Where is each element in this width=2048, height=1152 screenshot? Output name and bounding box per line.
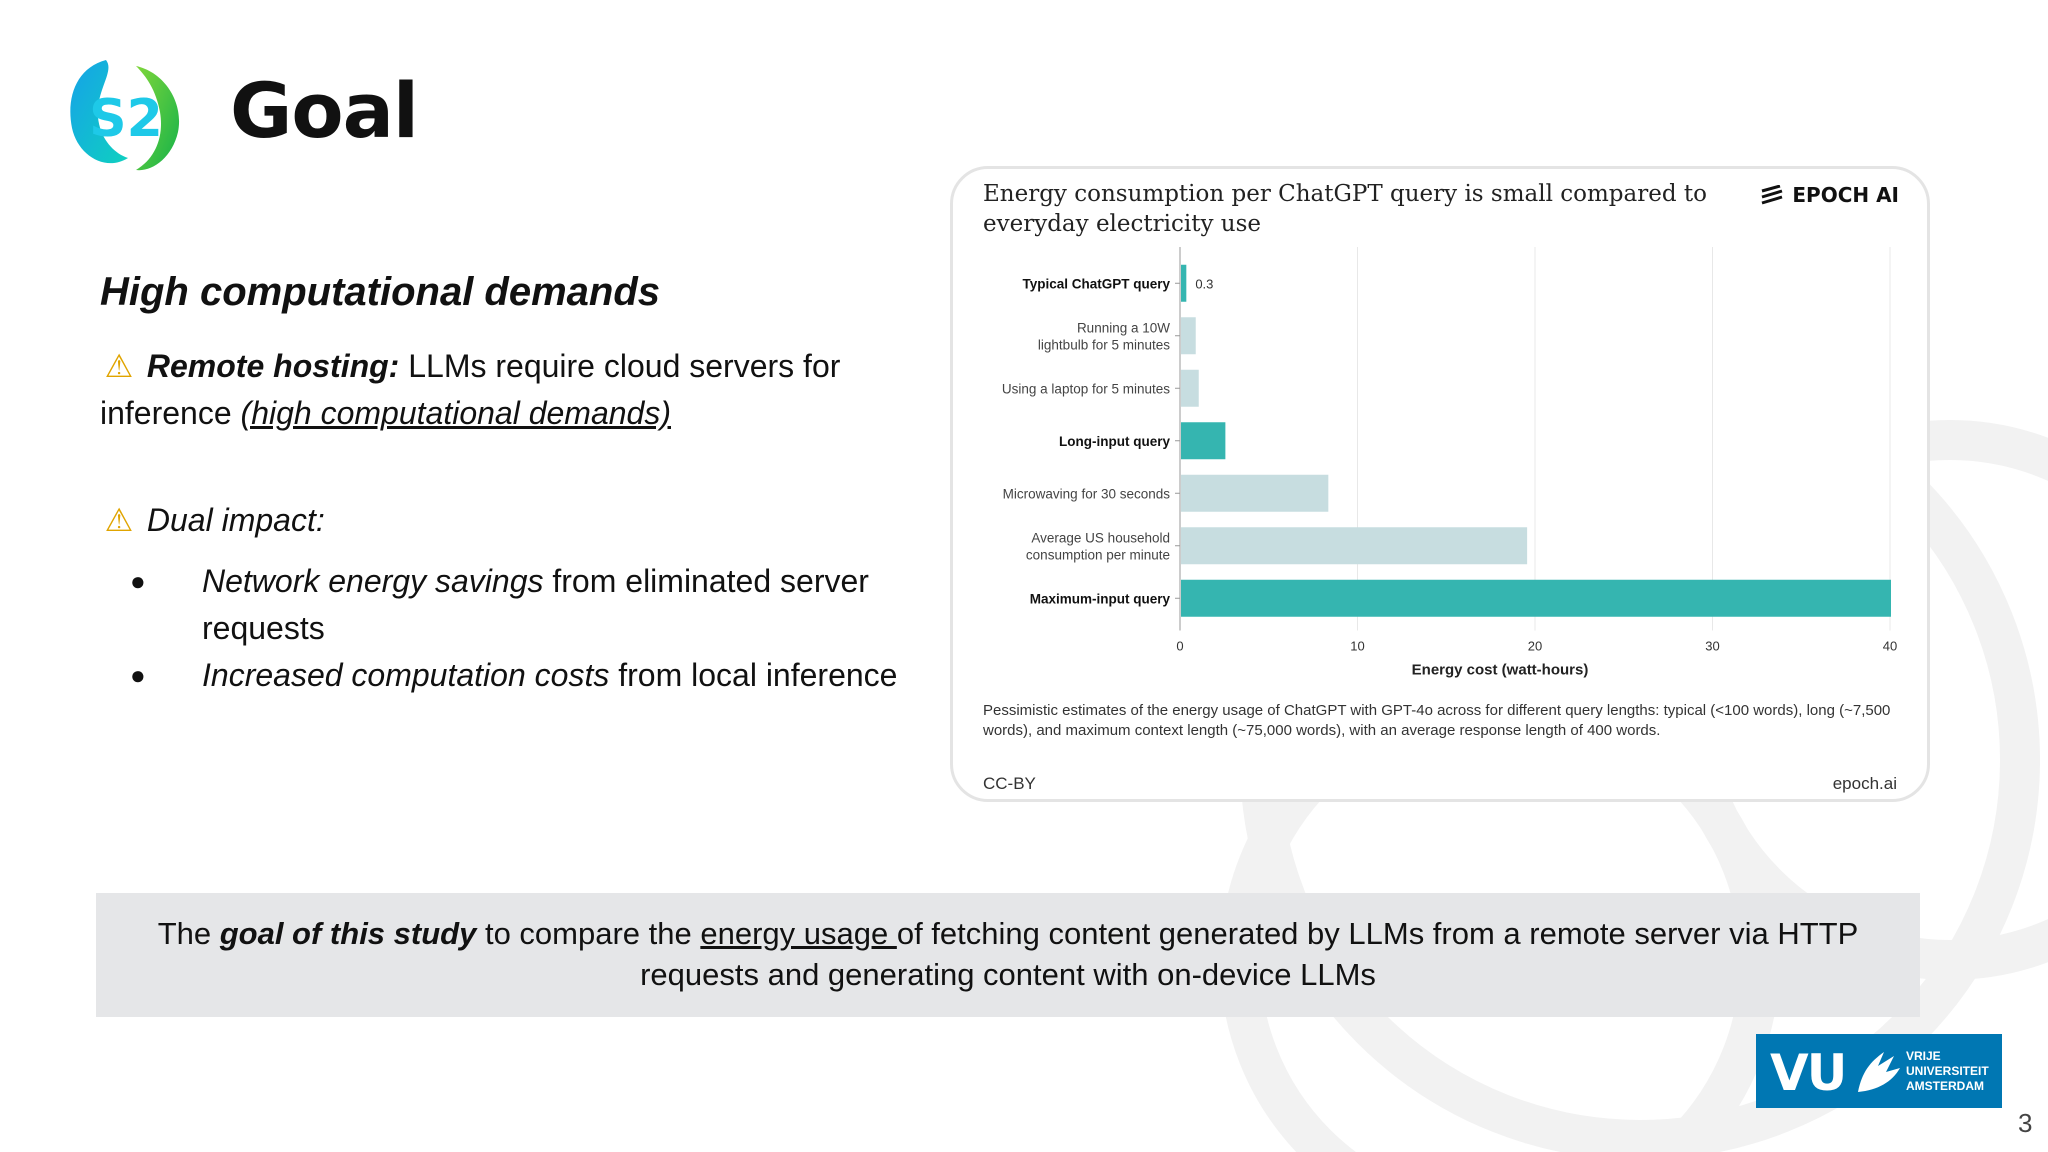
brand-name: EPOCH AI	[1792, 183, 1899, 207]
list-item	[100, 558, 920, 652]
vu-mark: VU	[1770, 1044, 1846, 1102]
impact-list	[100, 558, 920, 699]
bullet-emphasis: Increased computation costs	[202, 657, 610, 693]
bullet-icon: ●	[130, 566, 146, 596]
left-content	[100, 270, 920, 699]
warning-icon: ⚠	[104, 502, 134, 538]
category-label: Typical ChatGPT query	[1022, 276, 1170, 292]
high-demands-link[interactable]: (high computational demands)	[240, 395, 671, 431]
s2-logo	[66, 58, 186, 174]
vu-line: AMSTERDAM	[1906, 1079, 1984, 1093]
dual-impact-label: Dual impact:	[146, 502, 325, 538]
category-label: Long-input query	[1059, 433, 1170, 449]
license-label: CC-BY	[983, 774, 1036, 793]
chart-caption: Pessimistic estimates of the energy usage of ChatGPT with GPT-4o across for different query lengths: typical (<100 words), long (~7,500 words), and maximum context length (~75,000 words), with an average response length of 400 words.	[983, 702, 1891, 739]
category-label: Average US household	[1031, 530, 1170, 546]
vu-line: UNIVERSITEIT	[1906, 1064, 1989, 1078]
vu-line: VRIJE	[1906, 1049, 1941, 1063]
x-tick-label: 10	[1350, 638, 1365, 654]
category-label: Maximum-input query	[1029, 591, 1170, 607]
warning-icon: ⚠	[104, 348, 134, 384]
bar	[1181, 370, 1199, 407]
bar	[1181, 527, 1527, 564]
chart-card	[950, 166, 1930, 802]
bullet-text: from eliminated server requests	[202, 563, 869, 646]
goal-text: of fetching content generated by LLMs from a remote server via HTTP requests and generating content with on-device LLMs	[640, 916, 1859, 992]
category-label: Microwaving for 30 seconds	[1002, 486, 1170, 502]
vu-wordmark	[1906, 1049, 1989, 1094]
goal-text: The	[157, 916, 220, 951]
bar	[1181, 580, 1891, 617]
category-label: consumption per minute	[1025, 547, 1170, 563]
chart-title: Energy consumption per ChatGPT query is small compared to everyday electricity use	[983, 181, 1707, 237]
bar	[1181, 475, 1328, 512]
logo-text: S2	[89, 89, 163, 149]
x-tick-label: 40	[1882, 638, 1898, 654]
category-label: lightbulb for 5 minutes	[1037, 337, 1170, 353]
vu-amsterdam-logo	[1756, 1034, 2002, 1108]
griffin-icon	[1848, 1042, 1902, 1100]
category-label: Running a 10W	[1076, 320, 1170, 336]
bar-chart	[953, 169, 1927, 699]
remote-hosting-text: LLMs require cloud servers for inference	[100, 348, 841, 431]
remote-hosting-paragraph	[100, 343, 920, 437]
remote-hosting-label: Remote hosting:	[146, 348, 400, 384]
x-tick-label: 20	[1527, 638, 1543, 654]
dual-impact-paragraph	[100, 497, 920, 544]
bullet-text: from local inference	[609, 657, 898, 693]
data-label: 0.3	[1195, 276, 1214, 292]
goal-underlined: energy usage	[700, 916, 897, 951]
x-tick-label: 30	[1705, 638, 1720, 654]
goal-emphasis: goal of this study	[219, 916, 477, 951]
x-axis-label: Energy cost (watt-hours)	[1411, 661, 1589, 679]
goal-text: to compare the	[476, 916, 701, 951]
bullet-icon: ●	[130, 660, 146, 690]
bar	[1181, 422, 1225, 459]
list-item	[100, 652, 920, 699]
bullet-emphasis: Network energy savings	[202, 563, 544, 599]
section-heading: High computational demands	[100, 270, 661, 314]
source-label[interactable]: epoch.ai	[1832, 774, 1897, 793]
bar	[1181, 265, 1186, 302]
page-number: 3	[2018, 1108, 2033, 1138]
slide-title: Goal	[230, 66, 418, 155]
goal-statement	[96, 893, 1920, 1017]
category-label: Using a laptop for 5 minutes	[1001, 381, 1170, 397]
bar	[1181, 317, 1196, 354]
x-tick-label: 0	[1176, 638, 1184, 654]
